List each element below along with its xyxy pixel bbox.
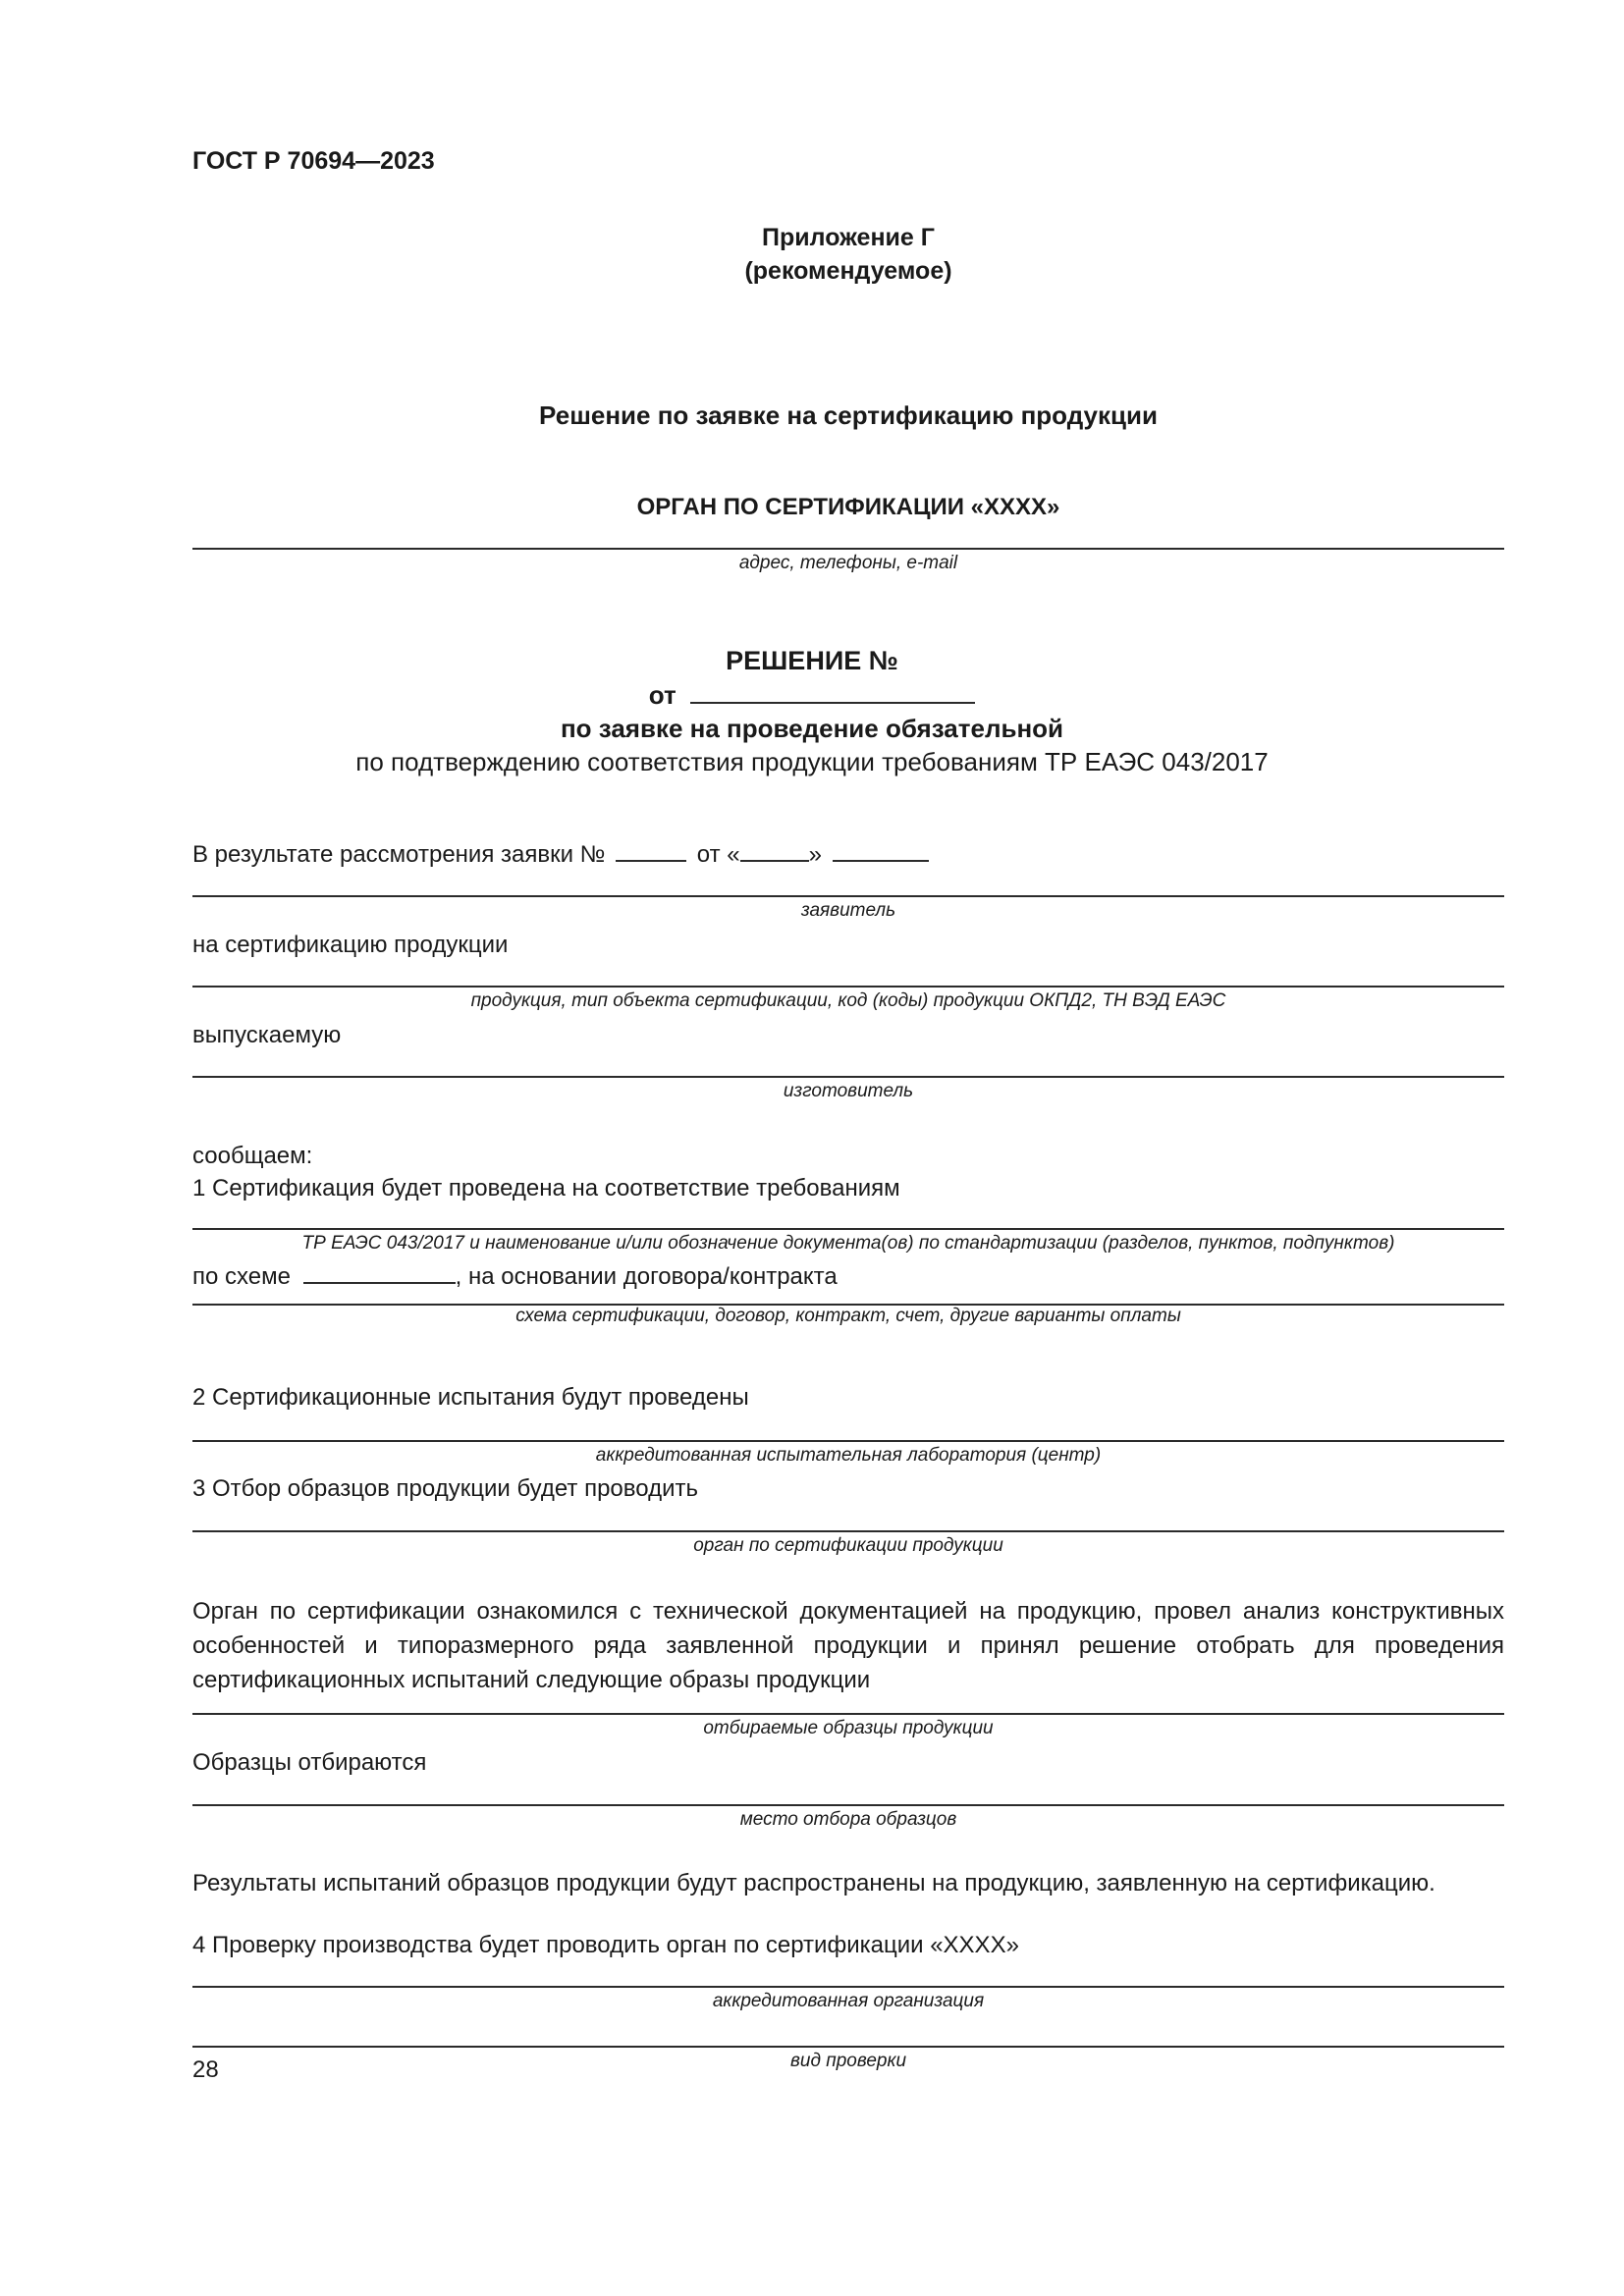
page-number: 28 bbox=[192, 2056, 219, 2083]
cert-product-text: на сертификацию продукции bbox=[192, 932, 509, 958]
manufacturer-caption: изготовитель bbox=[783, 1081, 914, 1101]
decision-line-2: по подтверждению соответствия продукции требованиям ТР ЕАЭС 043/2017 bbox=[355, 747, 1269, 776]
item-1-line bbox=[192, 1228, 1504, 1230]
check-type-caption: вид проверки bbox=[789, 2051, 907, 2071]
appendix-status: (рекомендуемое) bbox=[744, 257, 952, 285]
item-2-line bbox=[192, 1440, 1504, 1442]
item-3-caption: орган по сертификации продукции bbox=[693, 1535, 1003, 1556]
application-number-blank bbox=[616, 842, 686, 862]
review-from-text: от « bbox=[696, 841, 740, 868]
samples-caption: отбираемые образцы продукции bbox=[703, 1718, 994, 1738]
item-4-text: 4 Проверку производства будет проводить орган по сертификации «XXXX» bbox=[192, 1932, 1019, 1958]
results-text: Результаты испытаний образцов продукции будут распространены на продукцию, заявленную на сертификацию. bbox=[192, 1870, 1435, 1896]
inspection-paragraph: Орган по сертификации ознакомился с технической документацией на продукцию, провел анализ конструктивных особенностей и типоразмерного ряда заявленной продукции и принял решение отобрать для проведения сертификационных испытаний следующие образы продукции bbox=[192, 1598, 1504, 1693]
inform-text: сообщаем: bbox=[192, 1143, 313, 1169]
item-4-caption: аккредитованная организация bbox=[712, 1991, 985, 2011]
decision-from-label: от bbox=[648, 680, 677, 710]
scheme-suffix-text: , на основании договора/контракта bbox=[455, 1263, 838, 1290]
decision-line-1: по заявке на проведение обязательной bbox=[560, 714, 1064, 743]
item-3-line bbox=[192, 1530, 1504, 1532]
org-address-line bbox=[192, 548, 1504, 550]
application-review-row bbox=[192, 841, 929, 869]
scheme-blank bbox=[303, 1264, 456, 1284]
application-month-blank bbox=[833, 842, 929, 862]
appendix-title: Приложение Г bbox=[762, 224, 935, 251]
document-title: Решение по заявке на сертификацию продукции bbox=[539, 400, 1158, 430]
decision-date-row bbox=[0, 680, 1624, 711]
product-caption: продукция, тип объекта сертификации, код (коды) продукции ОКПД2, ТН ВЭД ЕАЭС bbox=[470, 990, 1226, 1011]
decision-title: РЕШЕНИЕ № bbox=[726, 646, 898, 675]
decision-date-blank bbox=[690, 684, 975, 704]
item-1-text: 1 Сертификация будет проведена на соответствие требованиям bbox=[192, 1175, 900, 1201]
samples-taken-text: Образцы отбираются bbox=[192, 1749, 427, 1776]
organization-name: ОРГАН ПО СЕРТИФИКАЦИИ «XXXX» bbox=[636, 494, 1060, 520]
applicant-caption: заявитель bbox=[800, 900, 896, 921]
review-intro-text: В результате рассмотрения заявки № bbox=[192, 841, 606, 868]
standard-number: ГОСТ Р 70694—2023 bbox=[192, 147, 435, 175]
item-2-caption: аккредитованная испытательная лаборатория (центр) bbox=[595, 1445, 1102, 1466]
samples-line bbox=[192, 1713, 1504, 1715]
item-1-caption: ТР ЕАЭС 043/2017 и наименование и/или обозначение документа(ов) по стандартизации (разделов, пунктов, подпунктов) bbox=[301, 1233, 1395, 1254]
application-day-blank bbox=[740, 842, 809, 862]
produced-text: выпускаемую bbox=[192, 1022, 342, 1048]
check-type-line bbox=[192, 2046, 1504, 2048]
applicant-line bbox=[192, 895, 1504, 897]
item-4-line bbox=[192, 1986, 1504, 1988]
place-line bbox=[192, 1804, 1504, 1806]
product-line bbox=[192, 986, 1504, 988]
item-3-text: 3 Отбор образцов продукции будет проводить bbox=[192, 1475, 698, 1502]
manufacturer-line bbox=[192, 1076, 1504, 1078]
item-2-text: 2 Сертификационные испытания будут проведены bbox=[192, 1384, 749, 1411]
place-caption: место отбора образцов bbox=[739, 1809, 957, 1830]
org-address-caption: адрес, телефоны, e-mail bbox=[738, 553, 958, 573]
scheme-caption: схема сертификации, договор, контракт, счет, другие варианты оплаты bbox=[515, 1306, 1181, 1326]
scheme-prefix-text: по схеме bbox=[192, 1263, 291, 1290]
review-close-text: » bbox=[808, 841, 822, 868]
scheme-row bbox=[192, 1263, 838, 1291]
